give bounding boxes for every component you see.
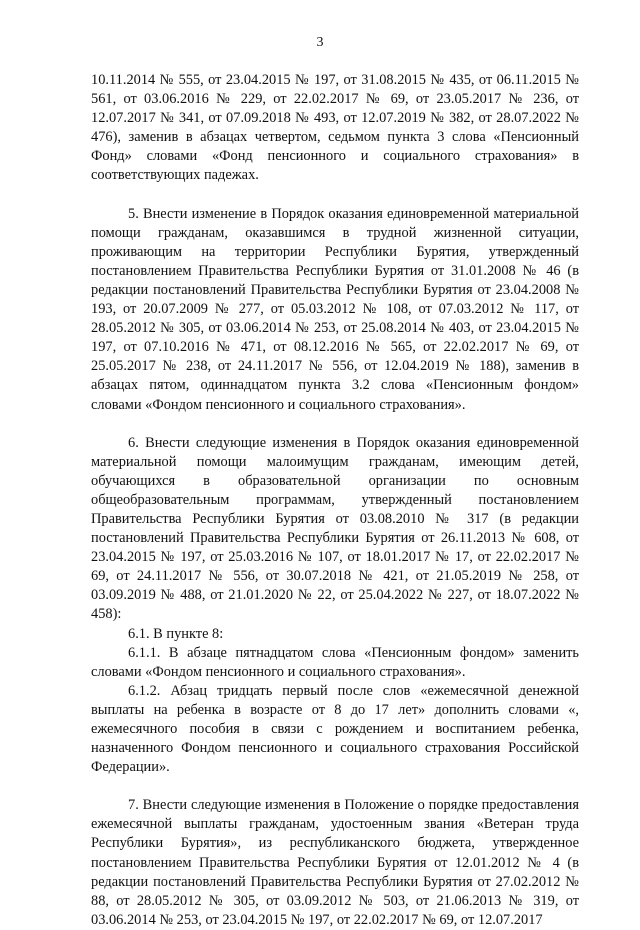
paragraph-item-6-1-2: 6.1.2. Абзац тридцать первый после слов «ежемесячной денежной выплаты на ребенка в возрасте от 8 до 17 лет» дополнить словами «, ежемесячного пособия в связи с рождением и воспитанием ребенка, назначенного Фондом пенсионного и социального страхования Российской Федерации».	[91, 682, 579, 776]
paragraph-item-6: 6. Внести следующие изменения в Порядок оказания единовременной материальной помощи малоимущим гражданам, имеющим детей, обучающихся в образовательной организации по основным общеобразовательным программам, утвержденный постановлением Правительства Республики Бурятия от 03.08.2010 № 317 (в редакции постановлений Правительства Республики Бурятия от 26.11.2013 № 608, от 23.04.2015 № 197, от 25.03.2016 № 107, от 18.01.2017 № 17, от 22.02.2017 № 69, от 24.11.2017 № 556, от 30.07.2018 № 421, от 21.05.2019 № 258, от 03.09.2019 № 488, от 21.01.2020 № 22, от 25.04.2022 № 227, от 18.07.2022 № 458):	[91, 434, 579, 623]
paragraph-item-5: 5. Внести изменение в Порядок оказания единовременной материальной помощи гражданам, оказавшимся в трудной жизненной ситуации, проживающим на территории Республики Бурятия, утвержденный постановлением Правительства Республики Бурятия от 31.01.2008 № 46 (в редакции постановлений Правительства Республики Бурятия от 23.04.2008 № 193, от 20.07.2009 № 277, от 05.03.2012 № 108, от 07.03.2012 № 117, от 28.05.2012 № 305, от 03.06.2014 № 253, от 25.08.2014 № 403, от 23.04.2015 № 197, от 07.10.2016 № 471, от 08.12.2016 № 565, от 22.02.2017 № 69, от 25.05.2017 № 238, от 24.11.2017 № 556, от 12.04.2019 № 188), заменив в абзацах пятом, одиннадцатом пункта 3.2 слова «Пенсионным фондом» словами «Фондом пенсионного и социального страхования».	[91, 205, 579, 413]
paragraph-item-6-1: 6.1. В пункте 8:	[128, 625, 224, 642]
paragraph-item-7: 7. Внести следующие изменения в Положение о порядке предоставления ежемесячной выплаты гражданам, удостоенным звания «Ветеран труда Республики Бурятия», из республиканского бюджета, утвержденное постановлением Правительства Республики Бурятия от 12.01.2012 № 4 (в редакции постановлений Правительства Республики Бурятия от 27.02.2012 № 88, от 28.05.2012 № 305, от 03.09.2012 № 503, от 21.06.2013 № 319, от 03.06.2014 № 253, от 23.04.2015 № 197, от 22.02.2017 № 69, от 12.07.2017	[91, 797, 579, 928]
paragraph-continuation: 10.11.2014 № 555, от 23.04.2015 № 197, от 31.08.2015 № 435, от 06.11.2015 № 561, от 03.06.2016 № 229, от 22.02.2017 № 69, от 23.05.2017 № 236, от 12.07.2017 № 341, от 07.09.2018 № 493, от 12.07.2019 № 382, от 28.07.2022 № 476), заменив в абзацах четвертом, седьмом пункта 3 слова «Пенсионный Фонд» словами «Фонд пенсионного и социального страхования» в соответствующих падежах.	[91, 72, 579, 184]
page-number: 3	[316, 35, 324, 50]
paragraph-item-6-1-1: 6.1.1. В абзаце пятнадцатом слова «Пенсионным фондом» заменить словами «Фондом пенсионного и социального страхования».	[91, 644, 579, 680]
document-body	[91, 71, 579, 930]
